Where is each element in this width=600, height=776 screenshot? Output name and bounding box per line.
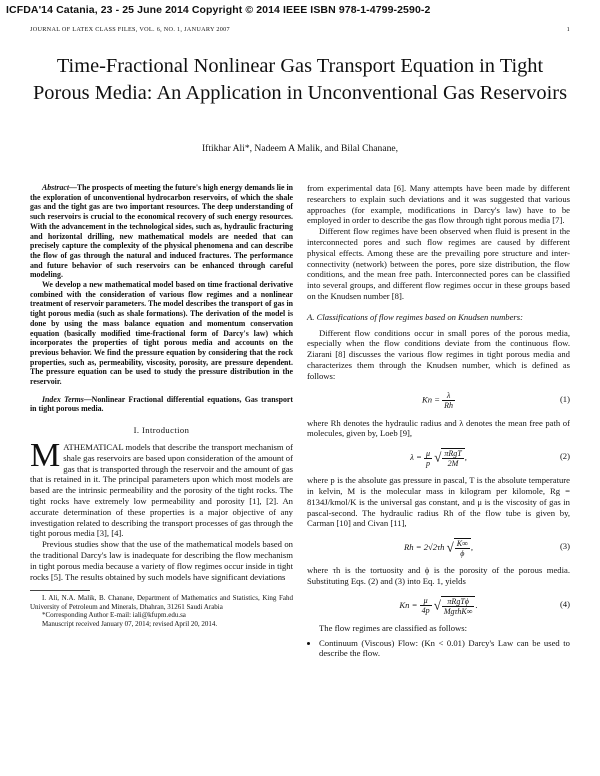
equation-4 — [307, 593, 570, 617]
sqrt-symbol: √ — [433, 597, 441, 613]
eq1-number: (1) — [559, 393, 570, 404]
footnote-affiliation: I. Ali, N.A. Malik, B. Chanane, Department of Mathematics and Statistics, King Fahd University of Petroleum and Minerals, Dhahran, 31261 Saudi Arabia — [30, 594, 293, 611]
list-item: • Continuum (Viscous) Flow: (Kn < 0.01) Darcy's Law can be used to describe the flow. — [319, 638, 570, 660]
eq1-fraction — [442, 391, 455, 410]
eq3-sqrt — [454, 538, 471, 558]
footnote-corresponding: *Corresponding Author E-mail: iali@kfupm.edu.sa — [42, 611, 186, 620]
eq2-denominator: p — [426, 458, 431, 468]
body-paragraph-4: where Rh denotes the hydraulic radius and λ denotes the mean free path of molecules, given by, Loeb [9], — [307, 417, 570, 439]
eq2-fraction — [424, 449, 432, 468]
conference-banner: ICFDA'14 Catania, 23 - 25 June 2014 Copyright © 2014 IEEE ISBN 978-1-4799-2590-2 — [6, 4, 431, 16]
eq1-lhs: Kn = — [421, 394, 440, 405]
eq3-tail: , — [470, 542, 473, 553]
index-terms-text: —Nonlinear Fractional differential equations, Gas transport in tight porous media. — [30, 394, 293, 414]
abstract-label: Abstract — [42, 183, 70, 192]
eq4-fraction — [420, 596, 432, 615]
abstract — [30, 183, 293, 280]
sqrt-symbol: √ — [434, 449, 442, 465]
body-paragraph-3: Different flow conditions occur in small pores of the porous media, especially when the flow conditions deviate from the continuous flow. Ziarani [8] discusses the various flow regimes in tight porous media and characterizes them through the Knudsen number, which is defined as follows: — [307, 327, 570, 381]
eq3-number: (3) — [559, 541, 570, 552]
eq2-sqrt — [441, 448, 464, 468]
running-head — [30, 26, 570, 33]
body-paragraph-5: where p is the absolute gas pressure in pascal, T is the absolute temperature in kelvin, M is the molecular mass in kilogram per kilomole, Rg = 8134J/kmol/K is the universal gas constant, and μ is the viscosity of gas in pascal-second. The hydraulic radius Rh of the flow tube is given by, Carman [10] and Civan [11], — [307, 475, 570, 529]
section-heading-introduction: I. Introduction — [133, 425, 190, 436]
eq4-numerator: μ — [420, 596, 432, 606]
abstract-text-1: —The prospects of meeting the future's high energy demands lie in the exploration of unconventional hydrocarbon reservoirs, of which the shale gas and the tight gas are two important resources. The deep understanding of such reservoirs is crucial to the economical recovery of such energy resources. With the advancement in the technological sides, such as, hydraulic fracturing and horizontal drilling, new mathematical models are needed that can precisely capture the complexity of the physical phenomena and can describe the flow of gas through the natural and induced fractures. The performance and future behavior of such reservoirs can be enhanced through careful modeling. — [30, 183, 293, 280]
index-terms-label: Index Terms — [42, 394, 84, 404]
equation-1 — [307, 388, 570, 412]
eq4-lhs: Kn = — [399, 599, 418, 610]
equation-2 — [307, 445, 570, 469]
subsection-heading: A. Classifications of flow regimes based on Knudsen numbers: — [307, 311, 524, 322]
index-terms — [30, 395, 293, 414]
intro-paragraph-1 — [30, 436, 293, 539]
journal-name: JOURNAL OF LATEX CLASS FILES, VOL. 6, NO. 1, JANUARY 2007 — [30, 26, 230, 33]
body-paragraph-6: where τh is the tortuosity and ϕ is the porosity of the porous media. Substituting Eqs. (2) and (3) into Eq. 1, yields — [307, 565, 570, 586]
equation-3 — [307, 535, 570, 559]
eq2-numerator: μ — [426, 448, 431, 458]
footnote-received: Manuscript received January 07, 2014; revised April 20, 2014. — [42, 619, 218, 628]
eq4-tail: . — [475, 599, 478, 610]
abstract-paragraph-2: We develop a new mathematical model based on time fractional derivative combined with the consideration of various flow regimes and a nonlinear treatment of reservoir parameters. The model describes the transport of gas in tight porous media (such as shale formations). The derivation of the model is done by using the mass balance equation and momentum conservation equation (basically modified time-fractional form of Darcy's law) which incorporates the properties of tight porous media and accounts on the previous behavior. We find the pressure equation by considering that the rock properties, such as, permeability, viscosity, porosity, are pressure dependent. The pressure equation can be used to study the pressure distribution in the reservoir. — [30, 280, 293, 387]
intro-paragraph-2: Previous studies show that the use of the mathematical models based on the traditional Darcy's law is inadequate for describing the flow mechanism in tight porous media because a variety of flow regimes occur inside in tight rocks [5]. The results obtained by such models have significant deviations — [30, 539, 293, 582]
eq4-sqrt-denominator: MgτhK∞ — [443, 606, 473, 616]
drop-cap: M — [30, 436, 61, 474]
eq4-number: (4) — [559, 598, 570, 609]
eq2-number: (2) — [559, 451, 570, 462]
body-paragraph-2: Different flow regimes have been observed when fluid is present in the interconnected pores and such flow regimes are caused by different physical effects. Among these are the prevailing pore structure and inter-connectivity (network) between the pores, pore size distribution, the flow conditions, and the mean free path. Interconnected pores can be classified into several groups, and different flow regimes occur in these groups based on the Knudsen number [8]. — [307, 226, 570, 301]
eq2-sqrt-numerator: πRgT — [444, 449, 462, 459]
eq1-denominator: Rh — [444, 400, 454, 410]
eq1-numerator: λ — [442, 391, 455, 401]
right-column — [307, 183, 570, 659]
eq2-tail: , — [464, 452, 467, 463]
body-paragraph-1: from experimental data [6]. Many attempts have been made by different researchers to explain such deviations and it was suggested that various approaches (for example, modifications in Darcy's law) have to be employed in order to describe the gas flow through tight porous media [7]. — [307, 183, 570, 226]
eq2-lhs: λ = — [410, 452, 422, 463]
eq4-sqrt — [441, 596, 476, 616]
flow-regime-list — [307, 638, 570, 660]
eq2-sqrt-denominator: 2M — [447, 459, 459, 469]
footnote-rule — [30, 590, 90, 591]
sqrt-symbol: √ — [446, 539, 454, 555]
eq4-denominator: 4p — [421, 606, 430, 616]
author-list: Iftikhar Ali*, Nadeem A Malik, and Bilal Chanane, — [201, 143, 399, 154]
left-column — [30, 183, 293, 628]
eq3-sqrt-denominator: ϕ — [460, 549, 465, 559]
eq3-lhs: Rh = 2√2τh — [404, 542, 445, 553]
page-number: 1 — [566, 26, 570, 33]
paper-title: Time-Fractional Nonlinear Gas Transport Equation in Tight Porous Media: An Application in Unconventional Gas Reservoirs — [32, 55, 568, 104]
intro-text-1: ATHEMATICAL models that describe the transport mechanism of shale gas reservoirs are based upon consideration of the amount of gas that is transported through the reservoir and the amount of gas that is retained in it. The principal parameters upon which most models are based are the intrinsic permeability and the porosity of the tight rocks. The tight rocks have extremely low permeability and porosity [1], [2]. An accurate determination of these properties is a major objective of any investigation related to describing the transport processes of gas through the tight porous media [3], [4]. — [30, 441, 293, 539]
eq3-sqrt-numerator: K∞ — [456, 539, 468, 549]
eq4-sqrt-numerator: πRgTϕ — [442, 597, 475, 607]
body-paragraph-7: The flow regimes are classified as follows: — [319, 622, 468, 633]
